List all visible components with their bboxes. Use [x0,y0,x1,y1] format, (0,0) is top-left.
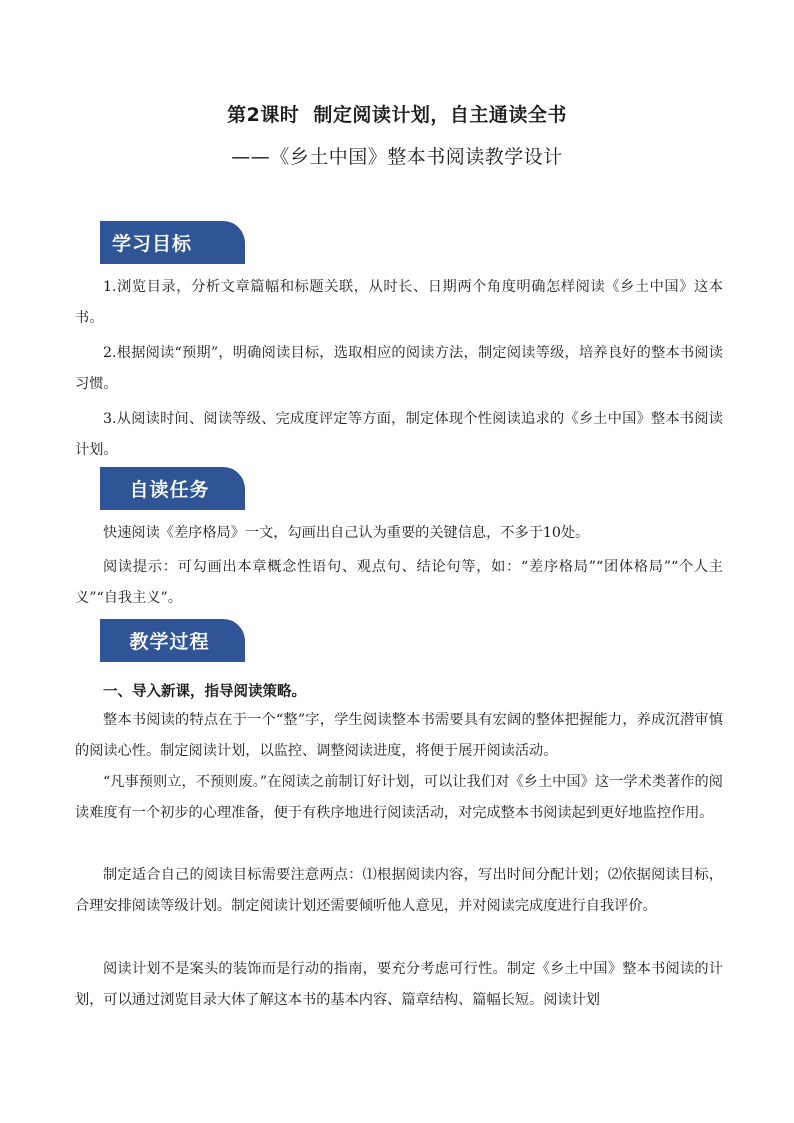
title-topic: 制定阅读计划，自主通读全书 [313,104,567,126]
self-reading-task: 快速阅读《差序格局》一文，勾画出自己认为重要的关键信息，不多于10处。 [103,525,590,541]
section-header-process: 教学过程 [100,619,245,662]
process-paragraph-4: 阅读计划不是案头的装饰而是行动的指南，要充分考虑可行性。制定《乡土中国》整本书阅读的计划，可以通过浏览目录大体了解这本书的基本内容、篇章结构、篇幅长短。阅读计划 [75,961,723,1008]
process-paragraph-1: 整本书阅读的特点在于一个“整”字，学生阅读整本书需要具有宏阔的整体把握能力，养成沉潜审慎的阅读心性。制定阅读计划，以监控、调整阅读进度，将便于展开阅读活动。 [75,712,723,759]
page-subtitle: ——《乡土中国》整本书阅读教学设计 [231,146,563,168]
goal-item-2: 2.根据阅读“预期”，明确阅读目标，选取相应的阅读方法，制定阅读等级，培养良好的整本书阅读习惯。 [75,345,723,392]
goal-item-1: 1.浏览目录，分析文章篇幅和标题关联，从时长、日期两个角度明确怎样阅读《乡土中国》这本书。 [75,279,723,326]
section-header-self-reading: 自读任务 [100,467,245,510]
process-paragraph-2: “凡事预则立，不预则废。”在阅读之前制订好计划，可以让我们对《乡土中国》这一学术类著作的阅读难度有一个初步的心理准备，便于有秩序地进行阅读活动，对完成整本书阅读起到更好地监控作用。 [75,774,723,821]
section-header-goals: 学习目标 [100,221,245,264]
self-reading-hint: 阅读提示：可勾画出本章概念性语句、观点句、结论句等，如：“差序格局”“团体格局”“个人主义”“自我主义”。 [75,559,723,606]
page-title [0,100,794,127]
process-subheading: 一、导入新课，指导阅读策略。 [103,684,306,700]
process-paragraph-3: 制定适合自己的阅读目标需要注意两点：⑴根据阅读内容，写出时间分配计划；⑵依据阅读目标，合理安排阅读等级计划。制定阅读计划还需要倾听他人意见，并对阅读完成度进行自我评价。 [75,867,723,914]
title-lesson: 第2课时 [227,104,300,126]
goal-item-3: 3.从阅读时间、阅读等级、完成度评定等方面，制定体现个性阅读追求的《乡土中国》整本书阅读计划。 [75,411,723,458]
